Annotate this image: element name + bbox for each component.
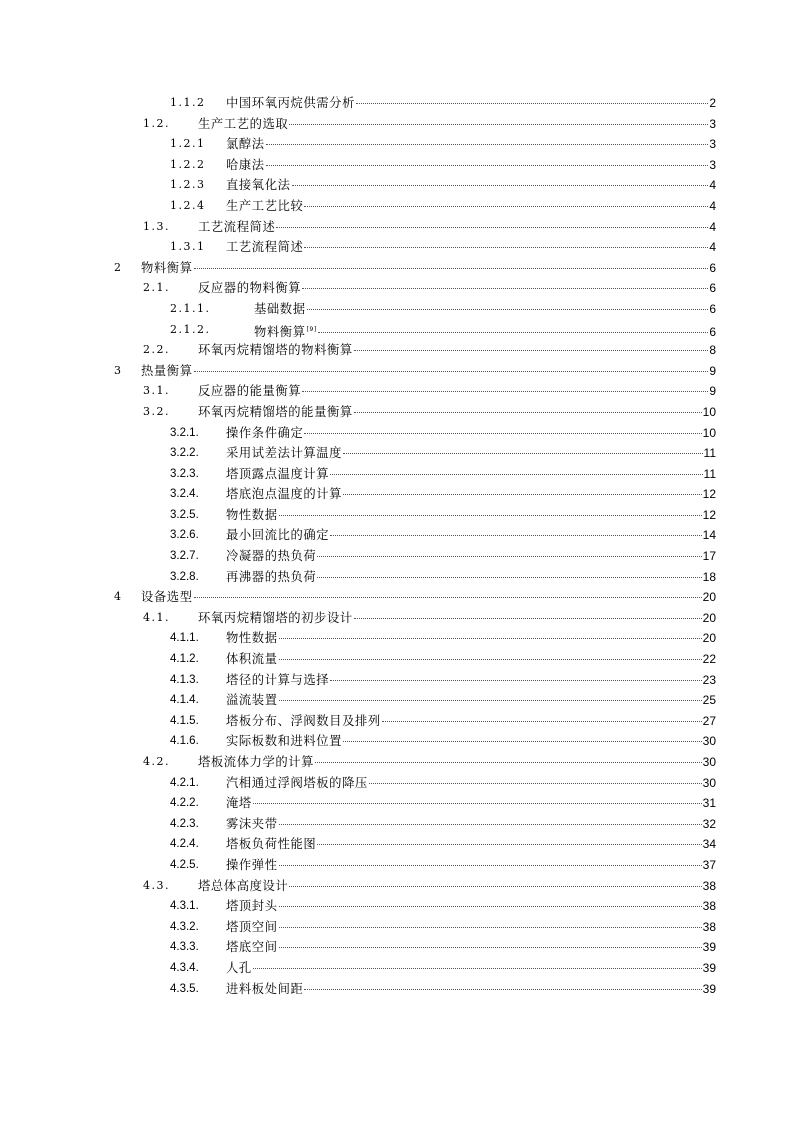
toc-entry-title: [198, 608, 353, 629]
toc-entry[interactable]: [0, 134, 793, 155]
toc-entry-number: 4.2.5.: [170, 858, 199, 871]
toc-entry-title-text: 生产工艺比较: [226, 198, 304, 213]
toc-entry-page: 30: [702, 775, 716, 790]
toc-entry[interactable]: [0, 979, 793, 1000]
toc-entry-number: 1.2.1: [170, 137, 206, 151]
toc-entry-title: [226, 155, 265, 176]
toc-entry-number: 4.1.6.: [170, 735, 199, 748]
toc-entry-title-text: 操作条件确定: [226, 425, 304, 440]
toc-entry[interactable]: [0, 917, 793, 938]
toc-entry-number: 3.1.: [143, 384, 170, 398]
toc-entry-title: [226, 237, 303, 258]
toc-entry-page: 17: [702, 549, 716, 564]
toc-entry-number: 4.3.4.: [170, 961, 199, 974]
dot-leader: [253, 967, 702, 969]
toc-entry-title-text: 环氧丙烷精馏塔的物料衡算: [198, 343, 353, 358]
dot-leader: [279, 905, 702, 907]
dot-leader: [317, 843, 701, 845]
toc-entry-number: 4.1.4.: [170, 694, 199, 707]
toc-entry-title: [141, 587, 193, 608]
toc-entry-page: 20: [702, 631, 716, 646]
dot-leader: [315, 761, 702, 763]
toc-entry-title-text: 塔板流体力学的计算: [198, 755, 315, 769]
dot-leader: [317, 555, 701, 557]
toc-entry-page: 4: [709, 198, 716, 213]
toc-entry-page: 25: [702, 693, 716, 708]
dot-leader: [382, 720, 702, 722]
toc-entry-page: 34: [702, 837, 716, 852]
toc-entry-title-text: 直接氧化法: [226, 178, 291, 193]
toc-entry-number: 4.1.2.: [170, 653, 199, 666]
toc-entry-title: [254, 320, 317, 343]
toc-entry-title: [226, 196, 303, 217]
toc-entry-number: 1.2.4: [170, 198, 206, 212]
toc-entry-title: [226, 443, 342, 464]
toc-entry-page: 10: [702, 404, 716, 419]
toc-entry-title: [198, 402, 353, 423]
toc-entry-title: [198, 752, 314, 773]
toc-entry[interactable]: [0, 155, 793, 176]
toc-entry-title: [198, 217, 275, 238]
dot-leader: [194, 596, 702, 598]
toc-entry-title-text: 塔总体高度设计: [198, 878, 289, 893]
toc-entry-title-text: 基础数据: [254, 301, 306, 316]
toc-entry-title: [226, 855, 278, 876]
dot-leader: [253, 802, 702, 804]
toc-entry-title-text: 物性数据: [226, 631, 278, 646]
toc-entry[interactable]: [0, 773, 793, 794]
toc-entry-title: [226, 711, 381, 732]
toc-entry-title-text: 热量衡算: [141, 363, 193, 378]
toc-entry[interactable]: [0, 752, 793, 773]
toc-entry[interactable]: [0, 958, 793, 979]
toc-entry-number: 4.1.5.: [170, 714, 199, 727]
toc-entry-number: 4.2.1.: [170, 776, 199, 789]
toc-entry-title: [226, 834, 316, 855]
toc-entry-number: 3.2.8.: [170, 570, 199, 583]
toc-entry-page: 20: [702, 590, 716, 605]
toc-entry-title: [226, 484, 342, 505]
toc-entry[interactable]: [0, 876, 793, 897]
toc-entry-number: 4.3.1.: [170, 900, 199, 913]
toc-entry-page: 6: [709, 324, 716, 339]
toc-entry-title-text: 环氧丙烷精馏塔的初步设计: [198, 610, 353, 625]
dot-leader: [354, 411, 702, 413]
toc-entry-page: 12: [702, 487, 716, 502]
dot-leader: [266, 143, 709, 145]
toc-entry[interactable]: [0, 649, 793, 670]
toc-entry[interactable]: [0, 196, 793, 217]
toc-entry-title-text: 塔径的计算与选择: [226, 672, 330, 687]
toc-entry-number: 4.3.3.: [170, 941, 199, 954]
toc-entry-page: 30: [702, 734, 716, 749]
toc-entry-title-text: 哈康法: [226, 157, 265, 172]
toc-entry[interactable]: [0, 711, 793, 732]
toc-entry-number: 2.2.: [143, 343, 170, 357]
toc-entry-title-text: 工艺流程简述: [226, 240, 304, 255]
dot-leader: [369, 782, 702, 784]
dot-leader: [304, 432, 701, 434]
dot-leader: [343, 452, 702, 454]
toc-entry-number: 3: [114, 363, 123, 377]
toc-entry-number: 4.3.: [143, 878, 170, 892]
toc-entry-page: 14: [702, 528, 716, 543]
dot-leader: [279, 823, 702, 825]
dot-leader: [317, 576, 701, 578]
dot-leader: [302, 287, 708, 289]
toc-entry[interactable]: [0, 628, 793, 649]
toc-entry[interactable]: [0, 340, 793, 361]
toc-entry-number: 4.2.2.: [170, 797, 199, 810]
dot-leader: [330, 473, 702, 475]
toc-entry-title: [226, 958, 252, 979]
toc-entry-number: 4.1.1.: [170, 632, 199, 645]
dot-leader: [279, 699, 702, 701]
toc-entry-title: [226, 505, 278, 526]
toc-entry-title-text: 实际板数和进料位置: [226, 734, 343, 749]
toc-entry-number: 1.2.2: [170, 157, 206, 171]
toc-entry-number: 1.2.3: [170, 178, 206, 192]
toc-entry[interactable]: [0, 217, 793, 238]
toc-entry-number: 3.2.6.: [170, 529, 199, 542]
toc-entry-title-text: 塔板负荷性能图: [226, 837, 317, 852]
toc-entry[interactable]: [0, 484, 793, 505]
toc-entry[interactable]: [0, 402, 793, 423]
toc-entry[interactable]: [0, 855, 793, 876]
toc-entry-title: [226, 937, 278, 958]
toc-entry-title: [226, 917, 278, 938]
toc-entry-title-text: 反应器的物料衡算: [198, 281, 302, 296]
toc-entry-title-text: 淹塔: [226, 796, 252, 811]
toc-entry-title-text: 操作弹性: [226, 857, 278, 872]
toc-entry[interactable]: [0, 567, 793, 588]
toc-entry-title-text: 最小回流比的确定: [226, 528, 330, 543]
toc-entry-page: 23: [702, 672, 716, 687]
toc-entry-number: 3.2.5.: [170, 508, 199, 521]
toc-entry-title: [141, 258, 193, 279]
toc-entry-page: 11: [703, 446, 716, 461]
toc-entry-number: 4.2.: [143, 755, 170, 768]
toc-entry-page: 4: [709, 240, 716, 255]
toc-entry[interactable]: [0, 443, 793, 464]
toc-entry[interactable]: [0, 423, 793, 444]
toc-entry-title-text: 雾沫夹带: [226, 816, 278, 831]
table-of-contents: [0, 93, 793, 999]
dot-leader: [343, 493, 702, 495]
toc-entry-title-text: 环氧丙烷精馏塔的能量衡算: [198, 404, 353, 419]
toc-entry[interactable]: [0, 381, 793, 402]
toc-entry-number: 3.2.2.: [170, 447, 199, 460]
toc-entry-title-text: 设备选型: [141, 590, 193, 605]
toc-entry-title: [226, 690, 278, 711]
dot-leader: [279, 637, 702, 639]
toc-entry-page: 3: [709, 116, 716, 131]
toc-entry-page: 12: [702, 507, 716, 522]
dot-leader: [279, 514, 702, 516]
toc-entry-number: 2.1.1.: [170, 301, 211, 315]
toc-entry-page: 6: [709, 260, 716, 275]
toc-entry[interactable]: [0, 608, 793, 629]
toc-entry-title: [254, 299, 306, 320]
toc-entry-title: [198, 278, 301, 299]
toc-entry-title-text: 体积流量: [226, 652, 278, 667]
toc-entry-title-text: 人孔: [226, 960, 252, 975]
toc-entry-page: 39: [702, 981, 716, 996]
dot-leader: [304, 246, 708, 248]
toc-entry-title-text: 氯醇法: [226, 137, 265, 152]
toc-entry-title-text: 塔底空间: [226, 940, 278, 955]
toc-entry-title: [226, 175, 291, 196]
toc-entry-number: 4.3.5.: [170, 982, 199, 995]
toc-entry[interactable]: [0, 320, 793, 341]
toc-entry-title: [226, 670, 329, 691]
toc-entry-page: 38: [702, 919, 716, 934]
toc-entry-number: 2.1.2.: [170, 322, 211, 336]
toc-entry[interactable]: [0, 546, 793, 567]
toc-entry-title: [226, 546, 316, 567]
toc-entry-title: [226, 423, 303, 444]
dot-leader: [343, 740, 702, 742]
toc-entry-page: 32: [702, 816, 716, 831]
toc-entry-title: [226, 773, 368, 794]
toc-entry[interactable]: [0, 93, 793, 114]
toc-entry-page: 31: [702, 796, 716, 811]
dot-leader: [266, 164, 709, 166]
toc-entry-title: [226, 134, 265, 155]
toc-entry-page: 9: [709, 384, 716, 399]
toc-entry-title: [226, 793, 252, 814]
toc-entry-title: [226, 649, 278, 670]
toc-entry-title: [226, 628, 278, 649]
dot-leader: [318, 331, 708, 333]
toc-entry-number: 3.2.3.: [170, 467, 199, 480]
toc-entry[interactable]: [0, 670, 793, 691]
toc-entry[interactable]: [0, 814, 793, 835]
dot-leader: [279, 926, 702, 928]
toc-entry-page: 39: [702, 960, 716, 975]
dot-leader: [330, 534, 701, 536]
toc-entry-title-text: 塔板分布、浮阀数目及排列: [226, 713, 381, 728]
toc-entry-title-text: 物料衡算: [141, 260, 193, 275]
toc-entry-number: 1.1.2: [170, 96, 206, 109]
dot-leader: [289, 123, 708, 125]
dot-leader: [292, 184, 709, 186]
toc-entry-page: 20: [702, 610, 716, 625]
toc-entry-page: 38: [702, 899, 716, 914]
toc-entry-title: [198, 876, 288, 897]
toc-entry-number: 4.3.2.: [170, 920, 199, 933]
toc-entry-title-text: 物性数据: [226, 507, 278, 522]
toc-entry[interactable]: [0, 525, 793, 546]
toc-entry-number: 3.2.1.: [170, 426, 199, 439]
toc-entry-number: 4.2.4.: [170, 838, 199, 851]
toc-entry-page: 6: [709, 301, 716, 316]
toc-entry-title: [198, 381, 301, 402]
toc-entry[interactable]: [0, 258, 793, 279]
toc-entry-number: 1.3.1: [170, 240, 206, 254]
toc-entry-page: 38: [702, 878, 716, 893]
toc-entry[interactable]: [0, 299, 793, 320]
toc-entry-title: [226, 731, 342, 752]
toc-entry-title-text: 冷凝器的热负荷: [226, 549, 317, 564]
toc-entry[interactable]: [0, 937, 793, 958]
toc-entry-page: 9: [709, 363, 716, 378]
toc-entry-title-text: 塔顶露点温度计算: [226, 466, 330, 481]
toc-entry-title: [226, 567, 316, 588]
toc-entry[interactable]: [0, 175, 793, 196]
toc-entry-title: [226, 464, 329, 485]
toc-entry-number: 2: [114, 260, 123, 274]
toc-entry-page: 18: [702, 569, 716, 584]
dot-leader: [307, 308, 709, 310]
toc-entry[interactable]: [0, 114, 793, 135]
toc-entry-page: 3: [709, 157, 716, 172]
toc-entry[interactable]: [0, 793, 793, 814]
dot-leader: [302, 390, 708, 392]
toc-entry-title: [141, 361, 193, 382]
toc-entry-title-text: 进料板处间距: [226, 981, 304, 996]
toc-entry-title: [226, 979, 303, 1000]
toc-entry-title-text: 反应器的能量衡算: [198, 384, 302, 399]
toc-entry-page: 22: [702, 652, 716, 667]
toc-entry-title-text: 塔底泡点温度的计算: [226, 487, 343, 502]
toc-entry[interactable]: [0, 237, 793, 258]
toc-entry-page: 2: [709, 96, 716, 110]
toc-entry-number: 3.2.4.: [170, 488, 199, 501]
dot-leader: [276, 226, 708, 228]
toc-entry-page: 11: [703, 466, 716, 481]
toc-entry-number: 3.2.7.: [170, 550, 199, 563]
citation-superscript: [9]: [306, 325, 317, 333]
dot-leader: [289, 885, 701, 887]
toc-entry-number: 4.2.3.: [170, 817, 199, 830]
toc-entry-title-text: 汽相通过浮阀塔板的降压: [226, 775, 368, 790]
toc-entry-title-text: 生产工艺的选取: [198, 116, 289, 131]
toc-entry-title: [226, 896, 278, 917]
dot-leader: [354, 349, 709, 351]
toc-entry-title-text: 塔顶封头: [226, 899, 278, 914]
toc-entry-number: 4.1.: [143, 610, 170, 624]
dot-leader: [354, 617, 702, 619]
toc-entry-title-text: 溢流装置: [226, 693, 278, 708]
toc-entry-title-text: 采用试差法计算温度: [226, 446, 343, 461]
toc-entry-page: 4: [709, 178, 716, 193]
toc-entry-page: 37: [702, 857, 716, 872]
toc-entry-page: 10: [702, 425, 716, 440]
dot-leader: [194, 370, 709, 372]
toc-entry-title-text: 再沸器的热负荷: [226, 569, 317, 584]
toc-entry-number: 4: [114, 590, 123, 604]
toc-entry-number: 4.1.3.: [170, 673, 199, 686]
toc-entry-page: 4: [709, 219, 716, 234]
toc-entry-number: 2.1.: [143, 281, 170, 295]
toc-entry-title: [198, 340, 353, 361]
toc-entry-page: 30: [702, 755, 716, 769]
dot-leader: [304, 205, 708, 207]
toc-entry[interactable]: [0, 505, 793, 526]
toc-entry-page: 6: [709, 281, 716, 296]
dot-leader: [356, 102, 708, 104]
toc-entry-title: [198, 114, 288, 135]
toc-entry-page: 39: [702, 940, 716, 955]
dot-leader: [279, 946, 702, 948]
toc-entry[interactable]: [0, 896, 793, 917]
toc-entry[interactable]: [0, 834, 793, 855]
toc-entry-number: 3.2.: [143, 404, 170, 418]
dot-leader: [304, 988, 701, 990]
toc-entry-title-text: 工艺流程简述: [198, 219, 276, 234]
toc-entry-title: [226, 525, 329, 546]
dot-leader: [330, 679, 701, 681]
toc-entry-title: [226, 814, 278, 835]
dot-leader: [194, 267, 709, 269]
toc-entry-title: [226, 93, 355, 114]
toc-entry[interactable]: [0, 278, 793, 299]
toc-entry[interactable]: [0, 361, 793, 382]
dot-leader: [279, 658, 702, 660]
toc-entry-page: 27: [702, 713, 716, 728]
toc-entry-number: 1.3.: [143, 219, 170, 233]
toc-entry-title-text: 物料衡算: [254, 324, 306, 339]
toc-entry[interactable]: [0, 731, 793, 752]
toc-entry[interactable]: [0, 587, 793, 608]
dot-leader: [279, 864, 702, 866]
toc-entry-number: 1.2.: [143, 116, 170, 130]
toc-entry-page: 3: [709, 137, 716, 152]
toc-entry[interactable]: [0, 464, 793, 485]
toc-entry-page: 8: [709, 343, 716, 358]
toc-entry-title-text: 中国环氧丙烷供需分析: [226, 96, 355, 110]
toc-entry-title-text: 塔顶空间: [226, 919, 278, 934]
toc-entry[interactable]: [0, 690, 793, 711]
